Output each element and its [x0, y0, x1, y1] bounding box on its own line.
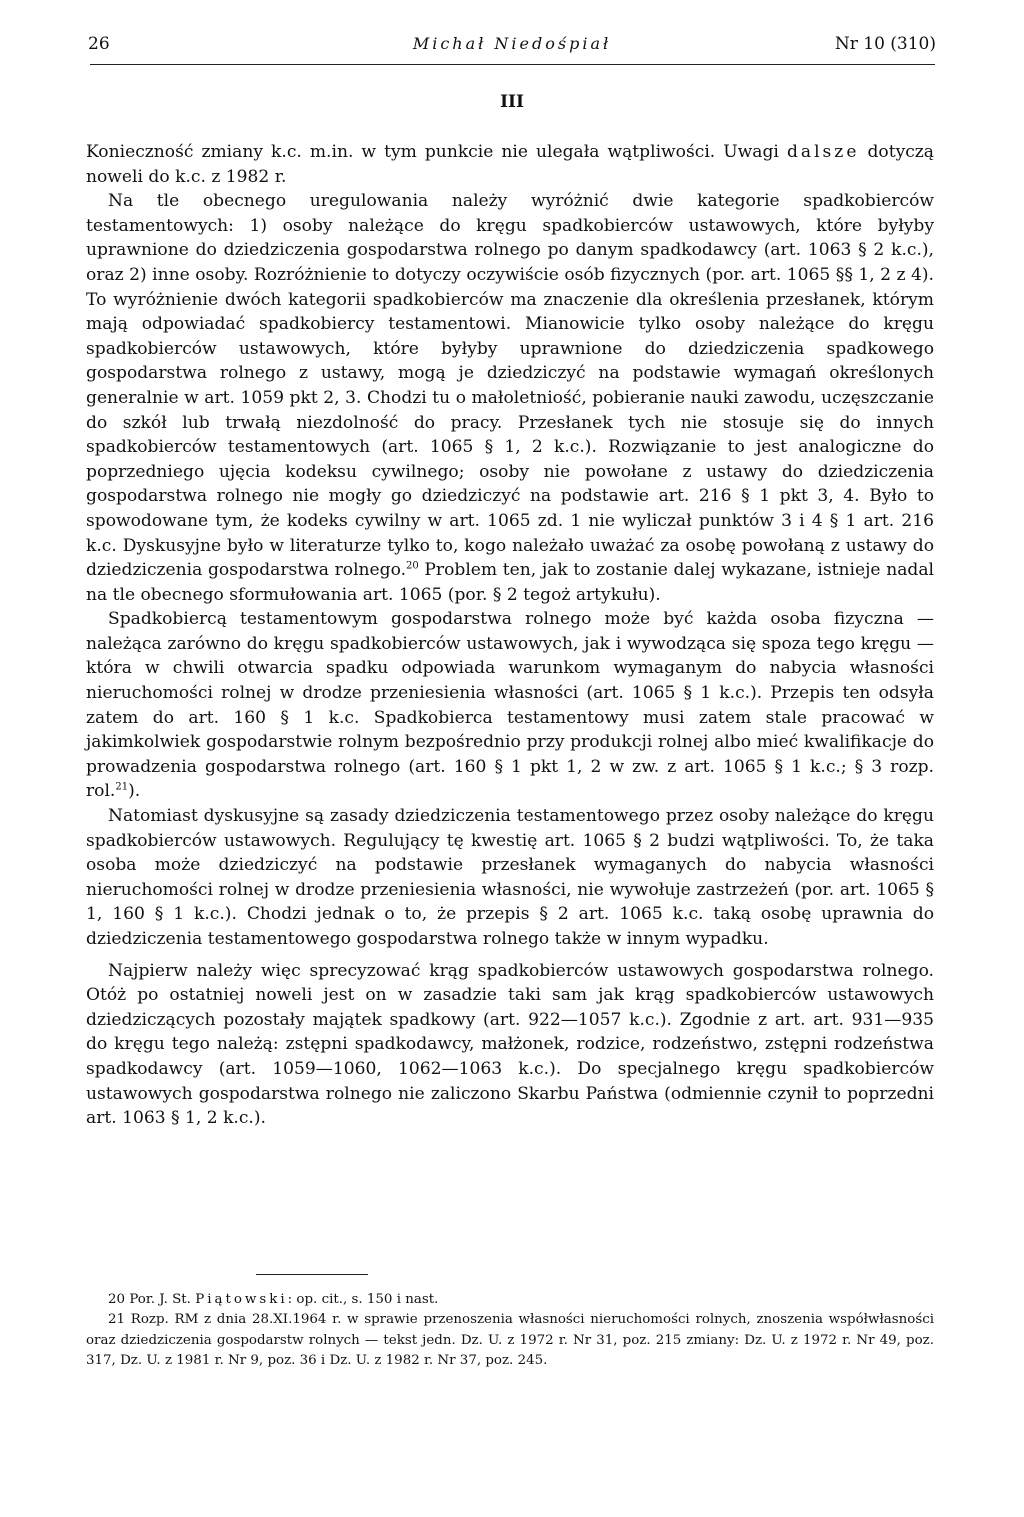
footnote-separator [256, 1274, 368, 1275]
body-text [86, 140, 934, 1131]
paragraph-1: Konieczność zmiany k.c. m.in. w tym punkcie nie ulegała wątpliwości. Uwagi dalsze dotyczą noweli do k.c. z 1982 r. [86, 142, 934, 187]
footnotes [86, 1290, 934, 1371]
footnote-ref-21: 21 [115, 781, 129, 793]
issue-number: Nr 10 (310) [834, 34, 936, 54]
running-header [88, 22, 936, 62]
paragraph-5: Najpierw należy więc sprecyzować krąg spadkobierców ustawowych gospodarstwa rolnego. Otóż po ostatniej noweli jest on w zasadzie taki sam jak krąg spadkobierców ustawowych dziedziczących pozostały majątek spadkowy (art. 922—1057 k.c.). Zgodnie z art. art. 931—935 do kręgu tego należą: zstępni spadkodawcy, małżonek, rodzice, rodzeństwo, zstępni rodzeństwa spadkodawcy (art. 1059—1060, 1062—1063 k.c.). Do specjalnego kręgu spadkobierców ustawowych gospodarstwa rolnego nie zaliczono Skarbu Państwa (odmiennie czynił to poprzedni art. 1063 § 1, 2 k.c.). [86, 960, 934, 1129]
footnote-ref-20: 20 [406, 560, 419, 572]
paragraph-3: Spadkobiercą testamentowym gospodarstwa rolnego może być każda osoba fizyczna — należąca zarówno do kręgu spadkobierców ustawowych, jak i wywodząca się spoza tego kręgu — która w chwili otwarcia spadku odpowiada warunkom wymaganym do nabycia własności nieruchomości rolnej w drodze przeniesienia własności (art. 1065 § 1 k.c.). Przepis ten odsyła zatem do art. 160 § 1 k.c. Spadkobierca testamentowy musi zatem stale pracować w jakimkolwiek gospodarstwie rolnym bezpośrednio przy produkcji rolnej albo mieć kwalifikacje do prowadzenia gospodarstwa rolnego (art. 160 § 1 pkt 1, 2 w zw. z art. 1065 § 1 k.c.; § 3 rozp. rol.$^{21}$). [86, 609, 934, 802]
running-title: Michał Niedośpiał [412, 34, 612, 53]
footnote-20: 20 Por. J. St. Piątowski: op. cit., s. 150 i nast. [108, 1292, 439, 1307]
paragraph-4: Natomiast dyskusyjne są zasady dziedziczenia testamentowego przez osoby należące do kręgu spadkobierców ustawowych. Regulujący tę kwestię art. 1065 § 2 budzi wątpliwości. To, że taka osoba może dziedziczyć na podstawie przesłanek wymaganych do nabycia własności nieruchomości rolnej w drodze przeniesienia własności, nie wywołuje zastrzeżeń (por. art. 1065 § 1, 160 § 1 k.c.). Chodzi jednak o to, że przepis § 2 art. 1065 k.c. taką osobę uprawnia do dziedziczenia testamentowego gospodarstwa rolnego także w innym wypadku. [86, 806, 934, 949]
footnote-21: 21 Rozp. RM z dnia 28.XI.1964 r. w sprawie przenoszenia własności nieruchomości rolnych, znoszenia współwłasności oraz dziedziczenia gospodarstw rolnych — tekst jedn. Dz. U. z 1972 r. Nr 31, poz. 215 zmiany: Dz. U. z 1972 r. Nr 49, poz. 317, Dz. U. z 1981 r. Nr 9, poz. 36 i Dz. U. z 1982 r. Nr 37, poz. 245. [86, 1312, 934, 1368]
header-rule [90, 64, 935, 65]
paragraph-2: Na tle obecnego uregulowania należy wyróżnić dwie kategorie spadkobierców testamentowych: 1) osoby należące do kręgu spadkobierców ustawowych, które byłyby uprawnione do dziedziczenia gospodarstwa rolnego po danym spadkodawcy (art. 1063 § 2 k.c.), oraz 2) inne osoby. Rozróżnienie to dotyczy oczywiście osób fizycznych (por. art. 1065 §§ 1, 2 z 4). To wyróżnienie dwóch kategorii spadkobierców ma znaczenie dla określenia przesłanek, którym mają odpowiadać spadkobiercy testamentowi. Mianowicie tylko osoby należące do kręgu spadkobierców ustawowych, które byłyby uprawnione do dziedziczenia spadkowego gospodarstwa rolnego z ustawy, mogą je dziedziczyć na podstawie wymagań określonych generalnie w art. 1059 pkt 2, 3. Chodzi tu o małoletniość, pobieranie nauki zawodu, uczęszczanie do szkół lub trwałą niezdolność do pracy. Przesłanek tych nie stosuje się do innych spadkobierców testamentowych (art. 1065 § 1, 2 k.c.). Rozwiązanie to jest analogiczne do poprzedniego ujęcia kodeksu cywilnego; osoby nie powołane z ustawy do dziedziczenia gospodarstwa rolnego nie mogły go dziedziczyć na podstawie art. 216 § 1 pkt 3, 4. Było to spowodowane tym, że kodeks cywilny w art. 1065 zd. 1 nie wyliczał punktów 3 i 4 § 1 art. 216 k.c. Dyskusyjne było w literaturze tylko to, kogo należało uważać za osobę powołaną z ustawy do dziedziczenia gospodarstwa rolnego.$^{20}$ Problem ten, jak to zostanie dalej wykazane, istnieje nadal na tle obecnego sformułowania art. 1065 (por. § 2 tegoż artykułu). [86, 191, 934, 605]
page-number: 26 [88, 34, 110, 54]
section-number: III [500, 92, 524, 112]
spaced-author: Piątowski [195, 1292, 288, 1307]
spaced-word: dalsze [786, 142, 860, 162]
